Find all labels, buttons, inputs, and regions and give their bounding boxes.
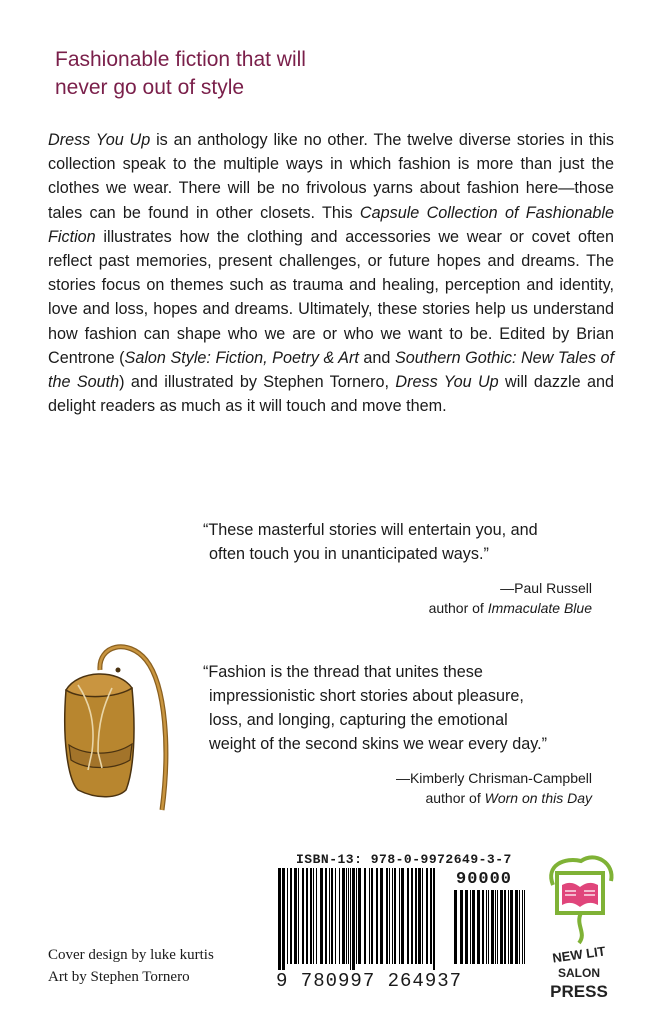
- barcode-bar: [508, 890, 509, 964]
- barcode-bar: [331, 868, 333, 964]
- barcode-bar: [411, 868, 413, 964]
- price-barcode: [452, 890, 528, 970]
- barcode-bar: [310, 868, 312, 964]
- barcode-bar: [389, 868, 390, 964]
- bag-body: [65, 688, 134, 797]
- attribution-cc-work: Worn on this Day: [484, 790, 592, 806]
- new-lit-salon-press-logo: [545, 855, 617, 1005]
- attribution-cc-name: —Kimberly Chrisman-Campbell: [395, 770, 592, 786]
- barcode-bar: [352, 868, 355, 970]
- bucket-bag-illustration: [58, 640, 178, 820]
- attribution-cc-prefix: author of: [425, 790, 485, 806]
- credit-cover-design: Cover design by luke kurtis: [48, 947, 214, 963]
- barcode-bar: [488, 890, 489, 964]
- book-blurb: [48, 128, 614, 418]
- blurb-part-5: will dazzle and delight readers as much as it will touch and move them.: [48, 373, 615, 416]
- barcode-bar: [287, 868, 288, 964]
- barcode-bar: [510, 890, 513, 964]
- quote-russell: [203, 518, 538, 566]
- barcode-bar: [515, 890, 518, 964]
- barcode-bar: [282, 868, 285, 970]
- barcode-bar: [415, 868, 417, 964]
- headline-line-2: never go out of style: [55, 76, 245, 99]
- attribution-russell-work-line: [429, 598, 592, 618]
- barcode-bar: [294, 868, 297, 964]
- barcode-bar: [369, 868, 370, 964]
- quote-cc-line-2: impressionistic short stories about pleasure,: [209, 687, 524, 705]
- barcode-bar: [346, 868, 347, 964]
- quote-cc-line-3: loss, and longing, capturing the emotional: [209, 711, 508, 729]
- attribution-chrisman-campbell: [396, 768, 592, 808]
- barcode-bar: [524, 890, 525, 964]
- logo-text-press: PRESS: [550, 982, 608, 1001]
- barcode-bar: [465, 890, 468, 964]
- barcode-bar: [358, 868, 361, 964]
- barcode-bar: [504, 890, 506, 964]
- barcode-bar: [472, 890, 475, 964]
- barcode-bar: [500, 890, 503, 964]
- isbn-digits: 9 780997 264937: [276, 970, 463, 992]
- credits: [48, 944, 214, 988]
- blurb-part-1: is an anthology like no other. The twelve diverse stories in this collection speak to the multiple ways in which fashion is more than just the clothes we wear. There will be no frivolous yarns about fashion here—those tales can be found in other closets. This: [48, 131, 615, 222]
- barcode-bar: [335, 868, 336, 964]
- barcode-bar: [342, 868, 345, 964]
- barcode-bar: [454, 890, 457, 964]
- barcode-bar: [380, 868, 383, 964]
- barcode-bar: [430, 868, 432, 964]
- blurb-part-2: illustrates how the clothing and accessories we wear or covet often reflect past memories, present challenges, or future hopes and dreams. The stories focus on themes such as trauma and healing, perception and identity, love and loss, hopes and dreams. Ultimately, these stories help us understand how fashion can shape who we are or who we want to be. Edited by Brian Centrone (: [48, 227, 614, 367]
- blurb-book-2: Southern Gothic: New Tales of the South: [48, 348, 614, 392]
- barcode-bar: [356, 868, 357, 964]
- barcode-bar: [316, 868, 317, 964]
- quote-russell-line-1: “These masterful stories will entertain you, and: [203, 521, 538, 539]
- barcode: [276, 868, 440, 970]
- barcode-bar: [486, 890, 487, 964]
- barcode-bar: [491, 890, 494, 964]
- blurb-title-2: Dress You Up: [395, 373, 499, 392]
- barcode-bar: [364, 868, 366, 964]
- barcode-bar: [399, 868, 400, 964]
- credit-art: Art by Stephen Tornero: [48, 969, 190, 985]
- barcode-bar: [278, 868, 281, 970]
- blurb-part-3: and: [358, 348, 395, 367]
- quote-chrisman-campbell: [203, 660, 547, 756]
- barcode-bar: [495, 890, 496, 964]
- logo-stem: [579, 913, 582, 943]
- logo-text-new-lit: NEW LIT: [551, 943, 607, 966]
- barcode-bar: [376, 868, 378, 964]
- barcode-bar: [522, 890, 523, 964]
- barcode-bar: [313, 868, 314, 964]
- price-code: 90000: [456, 870, 513, 889]
- barcode-bar: [320, 868, 323, 964]
- attribution-russell-name: —Paul Russell: [500, 580, 592, 596]
- barcode-bar: [422, 868, 423, 964]
- bag-top: [66, 674, 132, 697]
- quote-cc-line-4: weight of the second skins we wear every day.”: [209, 735, 548, 753]
- quote-russell-line-2: often touch you in unanticipated ways.”: [209, 545, 489, 563]
- barcode-bar: [433, 868, 435, 970]
- isbn-label: ISBN-13: 978-0-9972649-3-7: [296, 852, 512, 867]
- barcode-bar: [470, 890, 471, 964]
- barcode-bar: [426, 868, 428, 964]
- headline: [55, 46, 475, 102]
- blurb-book-1: Salon Style: Fiction, Poetry & Art: [124, 348, 359, 367]
- barcode-bar: [348, 868, 349, 964]
- barcode-bar: [394, 868, 396, 964]
- barcode-bar: [497, 890, 498, 964]
- blurb-series: Capsule Collection of Fashionable Fiction: [48, 203, 614, 246]
- barcode-bar: [350, 868, 351, 970]
- barcode-bar: [329, 868, 330, 964]
- barcode-bar: [482, 890, 484, 964]
- barcode-bar: [298, 868, 299, 964]
- bag-rivet: [116, 668, 121, 673]
- barcode-bar: [460, 890, 463, 964]
- barcode-bar: [325, 868, 327, 964]
- barcode-bar: [339, 868, 340, 964]
- attribution-cc-work-line: [396, 788, 592, 808]
- attribution-russell-work: Immaculate Blue: [487, 600, 592, 616]
- attribution-russell: [429, 578, 592, 618]
- headline-line-1: Fashionable fiction that will: [55, 48, 306, 71]
- barcode-bar: [302, 868, 304, 964]
- barcode-bar: [418, 868, 421, 964]
- barcode-bar: [407, 868, 409, 964]
- quote-cc-line-1: “Fashion is the thread that unites these: [203, 663, 483, 681]
- barcode-bar: [392, 868, 393, 964]
- barcode-bar: [386, 868, 388, 964]
- barcode-bar: [401, 868, 404, 964]
- barcode-bar: [306, 868, 308, 964]
- barcode-bar: [477, 890, 480, 964]
- barcode-bar: [290, 868, 292, 964]
- blurb-title: Dress You Up: [48, 131, 151, 149]
- logo-text-salon: SALON: [558, 966, 600, 980]
- blurb-part-4: ) and illustrated by Stephen Tornero,: [119, 373, 396, 392]
- barcode-bar: [371, 868, 373, 964]
- attribution-russell-prefix: author of: [428, 600, 488, 616]
- barcode-bar: [519, 890, 520, 964]
